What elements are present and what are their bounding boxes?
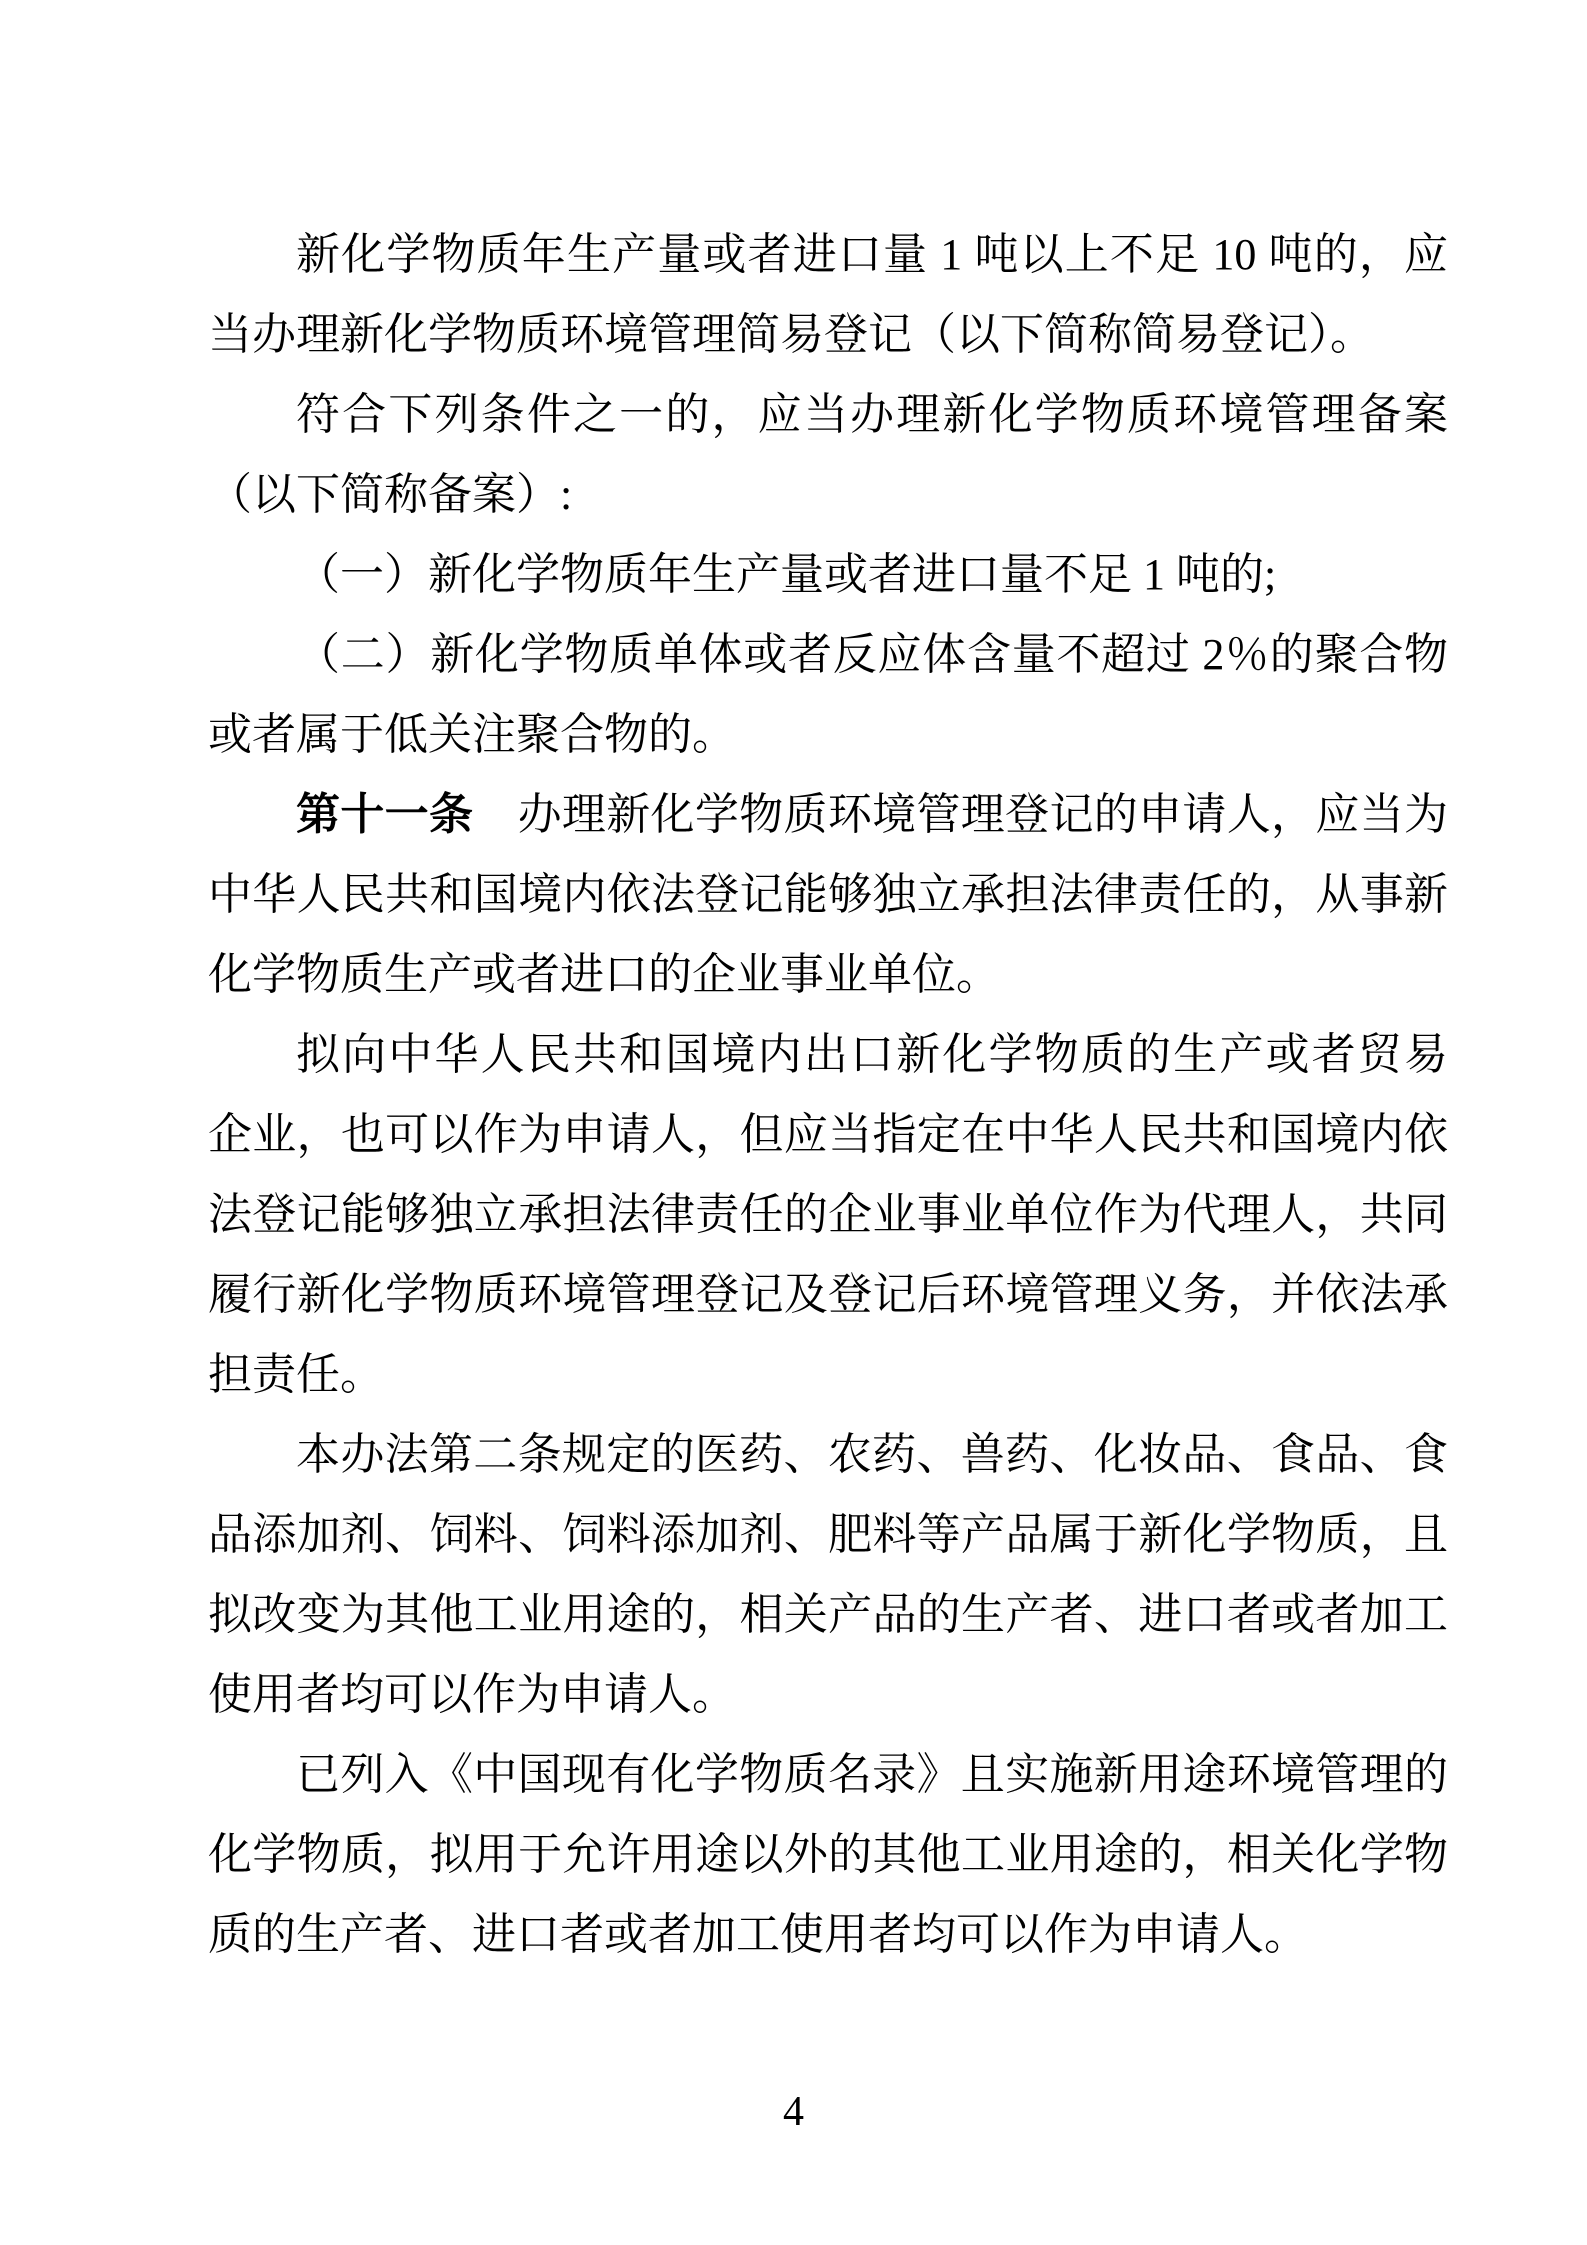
text-line: 本办法第二条规定的医药、农药、兽药、化妆品、食品、食 — [296, 1430, 1448, 1479]
text-line: 新化学物质年生产量或者进口量 1 吨以上不足 10 吨的，应 — [296, 230, 1448, 279]
text-line: 企业，也可以作为申请人，但应当指定在中华人民共和国境内依 — [208, 1110, 1448, 1159]
text-line: 中华人民共和国境内依法登记能够独立承担法律责任的，从事新 — [208, 870, 1448, 919]
text-line: 化学物质生产或者进口的企业事业单位。 — [208, 950, 1000, 999]
text-line: 品添加剂、饲料、饲料添加剂、肥料等产品属于新化学物质，且 — [208, 1510, 1448, 1559]
page-number: 4 — [783, 2089, 804, 2135]
text-run: 办理新化学物质环境管理登记的申请人，应当为 — [473, 790, 1448, 839]
text-line: 使用者均可以作为申请人。 — [208, 1670, 736, 1719]
text-line: 质的生产者、进口者或者加工使用者均可以作为申请人。 — [208, 1910, 1308, 1959]
text-line: 拟改变为其他工业用途的，相关产品的生产者、进口者或者加工 — [208, 1590, 1448, 1639]
text-line: 化学物质，拟用于允许用途以外的其他工业用途的，相关化学物 — [208, 1830, 1448, 1879]
article-number: 第十一条 — [296, 790, 474, 839]
text-line: 担责任。 — [208, 1350, 384, 1399]
text-line: 已列入《中国现有化学物质名录》且实施新用途环境管理的 — [296, 1750, 1448, 1799]
text-line: 或者属于低关注聚合物的。 — [208, 710, 736, 759]
text-line — [208, 775, 1448, 855]
document-body — [208, 215, 1448, 1975]
text-line: 符合下列条件之一的，应当办理新化学物质环境管理备案 — [296, 390, 1448, 439]
text-line: 拟向中华人民共和国境内出口新化学物质的生产或者贸易 — [296, 1030, 1448, 1079]
text-line: 法登记能够独立承担法律责任的企业事业单位作为代理人，共同 — [208, 1190, 1448, 1239]
text-line: （一）新化学物质年生产量或者进口量不足 1 吨的; — [296, 550, 1277, 599]
text-line: （以下简称备案）: — [208, 470, 573, 519]
text-line: 当办理新化学物质环境管理简易登记（以下简称简易登记）。 — [208, 310, 1374, 359]
text-line: （二）新化学物质单体或者反应体含量不超过 2％的聚合物 — [296, 630, 1448, 679]
text-line: 履行新化学物质环境管理登记及登记后环境管理义务，并依法承 — [208, 1270, 1448, 1319]
